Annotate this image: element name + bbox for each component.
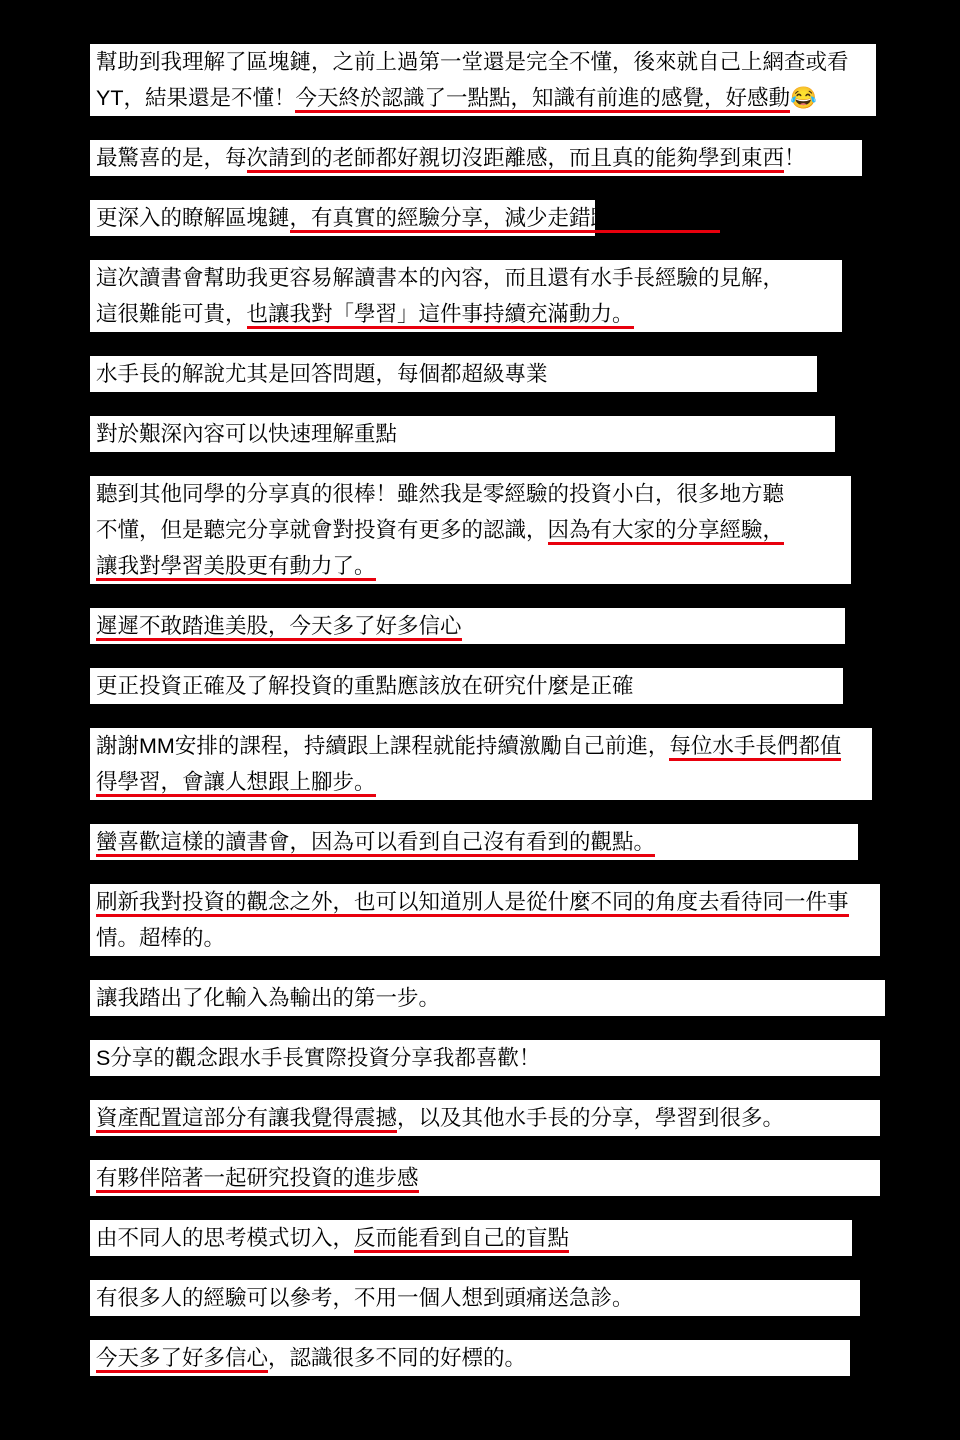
entry-spacer: [90, 176, 880, 200]
entry-spacer: [90, 236, 880, 260]
feedback-entry: [90, 824, 880, 860]
entry-spacer: [90, 1196, 880, 1220]
plain-text: 更深入的瞭解區塊鏈: [96, 206, 290, 230]
plain-text: 水手長的解說尤其是回答問題，每個都超級專業: [96, 362, 548, 386]
feedback-line: [90, 200, 720, 236]
feedback-line: [90, 764, 872, 800]
underlined-text: 也讓我對「學習」這件事持續充滿動力。: [247, 302, 634, 329]
underlined-text: 有夥伴陪著一起研究投資的進步感: [96, 1166, 419, 1193]
plain-text: 謝謝MM安排的課程，持續跟上課程就能持續激勵自己前進，: [96, 734, 670, 758]
underlined-text: 每位水手長們都值: [669, 734, 841, 761]
underlined-text: 今天終於認識了一點點，知識有前進的感覺，好感動: [295, 86, 790, 113]
plain-text: 這次讀書會幫助我更容易解讀書本的內容，而且還有水手長經驗的見解，: [96, 266, 785, 290]
plain-text: ，以及其他水手長的分享，學習到很多。: [397, 1106, 785, 1130]
entry-spacer: [90, 860, 880, 884]
entry-spacer: [90, 584, 880, 608]
entry-spacer: [90, 956, 880, 980]
feedback-entry: [90, 1220, 880, 1256]
feedback-line: [90, 476, 851, 512]
underlined-text: 今天多了好多信心: [96, 1346, 268, 1373]
underlined-text: 得學習，會讓人想跟上腳步。: [96, 770, 376, 797]
entry-spacer: [90, 392, 880, 416]
entry-spacer: [90, 332, 880, 356]
feedback-entry: [90, 416, 880, 452]
underlined-text: 資產配置這部分有讓我覺得震撼: [96, 1106, 397, 1133]
plain-text: 更正投資正確及了解投資的重點應該放在研究什麼是正確: [96, 674, 634, 698]
feedback-entry: [90, 1040, 880, 1076]
feedback-line: [90, 824, 858, 860]
feedback-line: [90, 44, 876, 80]
plain-text: 不懂，但是聽完分享就會對投資有更多的認識，: [96, 518, 548, 542]
entry-spacer: [90, 800, 880, 824]
feedback-line: [90, 1340, 850, 1376]
plain-text: 對於艱深內容可以快速理解重點: [96, 422, 398, 446]
feedback-entry: [90, 884, 880, 956]
plain-text: 情。超棒的。: [96, 926, 226, 950]
plain-text: ！: [784, 146, 806, 170]
feedback-entry: [90, 608, 880, 644]
feedback-entry: [90, 728, 880, 800]
entry-spacer: [90, 1016, 880, 1040]
feedback-line: [90, 1040, 880, 1076]
feedback-line: [90, 608, 845, 644]
plain-text: 最驚喜的是，每: [96, 146, 247, 170]
entry-spacer: [90, 1316, 880, 1340]
entry-spacer: [90, 1076, 880, 1100]
feedback-entry: [90, 1100, 880, 1136]
feedback-line: [90, 884, 880, 920]
feedback-entry: [90, 980, 880, 1016]
feedback-entry: [90, 1280, 880, 1316]
plain-text: 這很難能可貴，: [96, 302, 247, 326]
entry-spacer: [90, 1136, 880, 1160]
feedback-line: [90, 1280, 860, 1316]
underlined-text: 蠻喜歡這樣的讀書會，: [96, 830, 311, 857]
feedback-entry: [90, 140, 880, 176]
feedback-entry: [90, 44, 880, 116]
entry-spacer: [90, 116, 880, 140]
entry-spacer: [90, 704, 880, 728]
plain-text: 幫助到我理解了區塊鏈，之前上過第一堂還是完全不懂，後來就自己上網查或看: [96, 50, 849, 74]
feedback-entry: [90, 668, 880, 704]
feedback-line: [90, 512, 851, 548]
feedback-line: [90, 548, 851, 584]
underlined-text: 讓我對學習美股更有動力了。: [96, 554, 376, 581]
feedback-line: [90, 1160, 880, 1196]
plain-text: 聽到其他同學的分享真的很棒！雖然我是零經驗的投資小白，很多地方聽: [96, 482, 785, 506]
feedback-line: [90, 80, 876, 116]
feedback-line: [90, 1220, 852, 1256]
entry-spacer: [90, 644, 880, 668]
feedback-line: [90, 980, 885, 1016]
plain-text: 讓我踏出了化輸入為輸出的第一步。: [96, 986, 441, 1010]
entry-spacer: [90, 452, 880, 476]
feedback-line: [90, 728, 872, 764]
feedback-entry: [90, 476, 880, 584]
plain-text: ，認識很多不同的好標的。: [268, 1346, 527, 1370]
feedback-line: [90, 668, 843, 704]
underlined-text: 反而能看到自己的盲點: [354, 1226, 569, 1253]
underlined-text: 刷新我對投資的觀念之外，: [96, 890, 354, 917]
plain-text: YT，結果還是不懂！: [96, 86, 296, 110]
underlined-text: 也可以知道別人是從什麼不同的角度去看待同一件事: [354, 890, 849, 917]
underlined-text: 次請到的老師都好親切沒距離感，而且真的能夠學到東西: [247, 146, 785, 173]
feedback-line: [90, 356, 817, 392]
feedback-line: [90, 296, 842, 332]
feedback-entry: [90, 1340, 880, 1376]
feedback-line: [90, 416, 835, 452]
feedback-entry: [90, 200, 880, 236]
feedback-entry: [90, 260, 880, 332]
underlined-text: 因為有大家的分享經驗，: [548, 518, 785, 545]
feedback-entry: [90, 356, 880, 392]
underlined-text: 因為可以看到自己沒有看到的觀點。: [311, 830, 655, 857]
feedback-line: [90, 260, 842, 296]
entry-spacer: [90, 1256, 880, 1280]
feedback-entry: [90, 1160, 880, 1196]
plain-text: 有很多人的經驗可以參考，不用一個人想到頭痛送急診。: [96, 1286, 634, 1310]
underlined-text: ，有真實的經驗分享，減少走錯路賠錢的機會: [290, 206, 720, 233]
plain-text: S分享的觀念跟水手長實際投資分享我都喜歡！: [96, 1046, 541, 1070]
underlined-text: 遲遲不敢踏進美股，今天多了好多信心: [96, 614, 462, 641]
feedback-list: [90, 44, 880, 1376]
feedback-line: [90, 920, 880, 956]
feedback-line: [90, 140, 862, 176]
plain-text: 由不同人的思考模式切入，: [96, 1226, 355, 1250]
feedback-line: [90, 1100, 880, 1136]
plain-text: 😂: [790, 86, 817, 110]
